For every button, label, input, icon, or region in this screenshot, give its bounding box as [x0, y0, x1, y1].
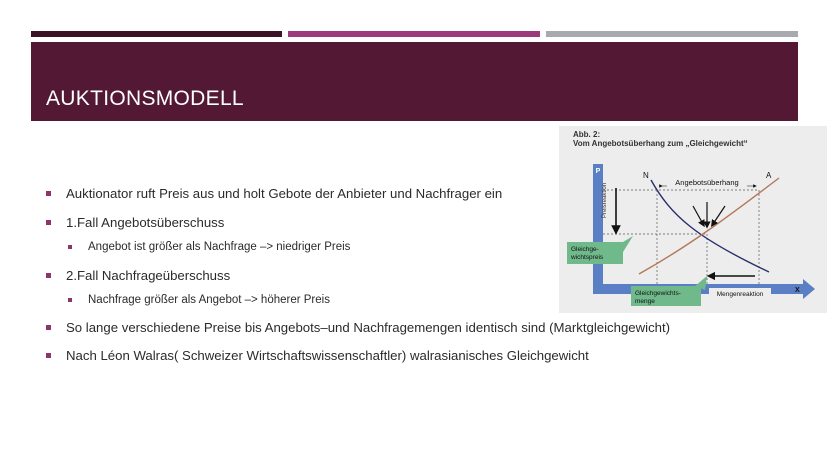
- demand-curve: [651, 180, 769, 272]
- equilibrium-price-label-line2: wichtspreis: [571, 254, 604, 261]
- bullet-text: Nachfrage größer als Angebot –> höherer Preis: [88, 294, 330, 306]
- bullet-text: So lange verschiedene Preise bis Angebots–und Nachfragemengen identisch sind (Marktgleichgewicht): [66, 320, 671, 335]
- accent-bar-dark: [31, 31, 282, 37]
- excess-supply-label: Angebotsüberhang: [675, 178, 739, 187]
- bullet-marker: [46, 325, 51, 330]
- axis-p-label: P: [595, 168, 601, 175]
- bullet-marker: [46, 353, 51, 358]
- demand-curve-label: N: [643, 171, 649, 180]
- bullet-marker: [46, 191, 51, 196]
- equilibrium-price-label-line1: Gleichge-: [571, 246, 599, 253]
- adjustment-arrow-right: [713, 206, 725, 224]
- figure-caption-number: Abb. 2:: [573, 130, 601, 139]
- equilibrium-price-pointer: [623, 236, 633, 252]
- bullet-marker: [68, 298, 72, 302]
- bullet-text: 2.Fall Nachfrageüberschuss: [66, 268, 231, 283]
- adjustment-arrow-left: [693, 206, 703, 224]
- supply-curve: [639, 178, 779, 274]
- equilibrium-quantity-label-line1: Gleichgewichts-: [635, 290, 681, 297]
- bullet-marker: [46, 220, 51, 225]
- market-equilibrium-figure: [559, 126, 827, 313]
- supply-curve-label: A: [766, 171, 772, 180]
- equilibrium-quantity-label-line2: menge: [635, 298, 655, 305]
- bullet-marker: [68, 245, 72, 249]
- bullet-text: 1.Fall Angebotsüberschuss: [66, 215, 225, 230]
- bullet-marker: [46, 273, 51, 278]
- slide-title: AUKTIONSMODELL: [46, 87, 244, 110]
- accent-bar-mid: [288, 31, 540, 37]
- diagram-svg: [559, 126, 827, 313]
- bullet-text: Nach Léon Walras( Schweizer Wirtschaftswissenschaftler) walrasianisches Gleichgewicht: [66, 348, 589, 363]
- accent-bar-gray: [546, 31, 798, 37]
- quantity-reaction-label: Mengenreaktion: [716, 291, 764, 298]
- bullet-text: Auktionator ruft Preis aus und holt Gebote der Anbieter und Nachfrager ein: [66, 186, 503, 201]
- bullet-text: Angebot ist größer als Nachfrage –> niedriger Preis: [88, 241, 351, 253]
- title-banner: [31, 42, 798, 121]
- quantity-axis-arrowhead: [803, 279, 815, 299]
- price-reaction-label: Preisreaktion: [602, 182, 608, 218]
- figure-caption-title: Vom Angebotsüberhang zum „Gleichgewicht“: [573, 139, 748, 148]
- axis-x-label: X: [795, 287, 800, 294]
